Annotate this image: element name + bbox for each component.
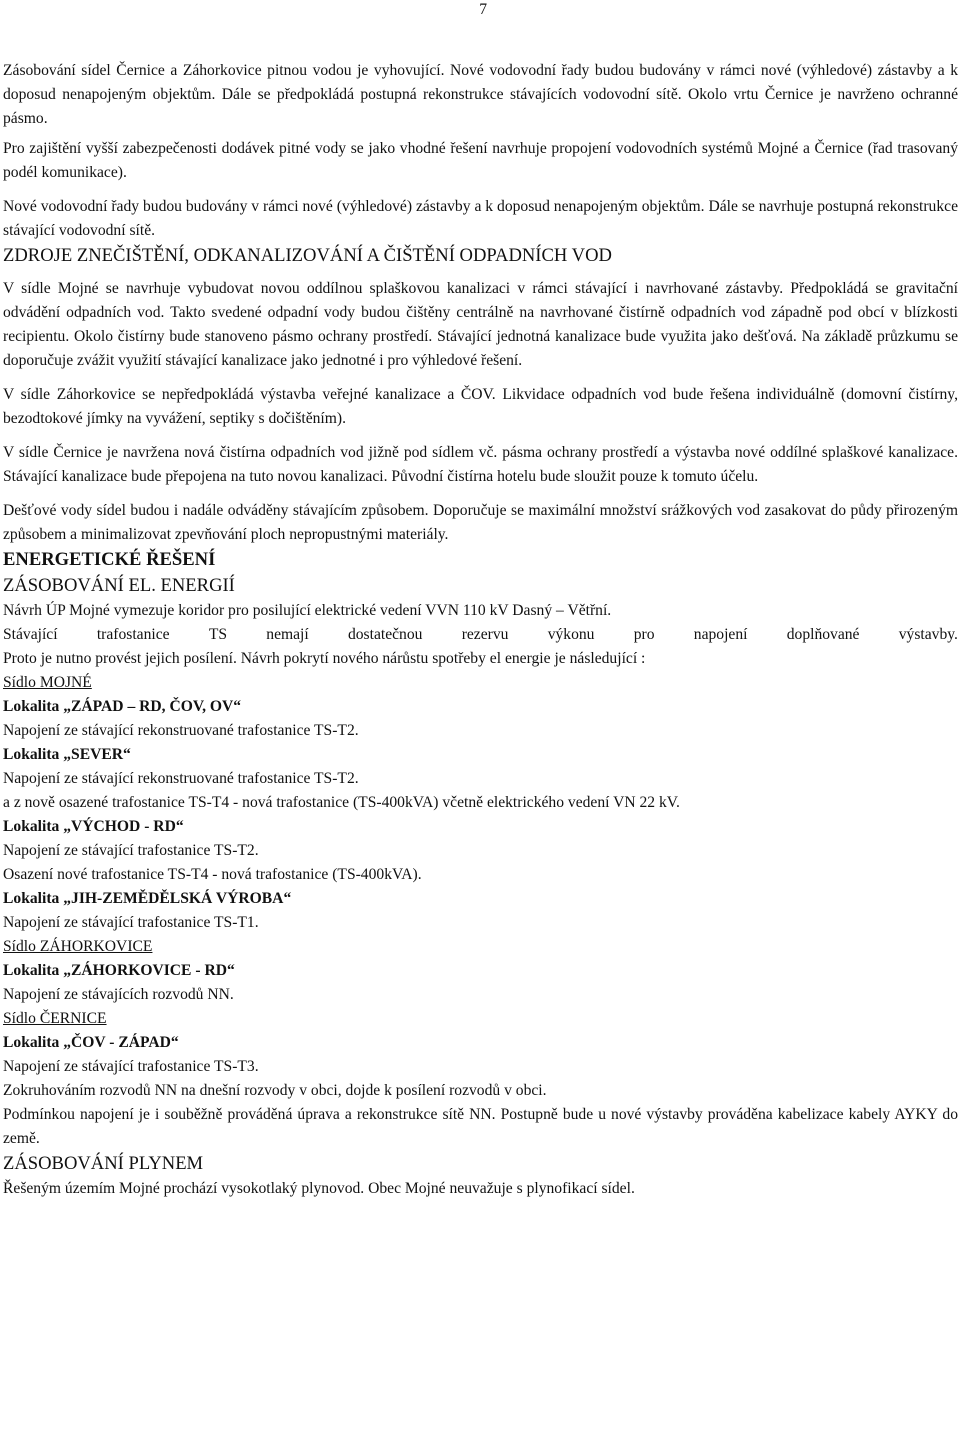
energy-heading: ENERGETICKÉ ŘEŠENÍ — [3, 549, 216, 570]
sewage-paragraph-2: V sídle Záhorkovice se nepředpokládá výstavba veřejné kanalizace a ČOV. Likvidace odpadních vod bude řešena individuálně (domovní čistírny, bezodtokové jímky na vyvážení, septiky s dočištěním). — [3, 386, 958, 427]
sewage-heading: ZDROJE ZNEČIŠTĚNÍ, ODKANALIZOVÁNÍ A ČIŠTĚNÍ ODPADNÍCH VOD — [3, 245, 612, 266]
closing-paragraph-1: Zokruhováním rozvodů NN na dnešní rozvody v obci, dojde k posílení rozvodů v obci. — [3, 1082, 547, 1099]
substations-word: výstavby. — [898, 626, 958, 643]
substations-rest: Proto je nutno provést jejich posílení. Návrh pokrytí nového nárůstu spotřeby el energie je následující : — [3, 650, 646, 667]
page-number: 7 — [479, 1, 487, 18]
water-paragraph-3: Nové vodovodní řady budou budovány v rámci nové (výhledové) zástavby a k doposud nenapojeným objektům. Dále se navrhuje postupná rekonstrukce stávající vodovodní sítě. — [3, 198, 958, 239]
mojne-locality-3: Lokalita „VÝCHOD - RD“ — [3, 818, 184, 835]
substations-word: doplňované — [786, 626, 860, 643]
sewage-paragraph-1: V sídle Mojné se navrhuje vybudovat novou oddílnou splaškovou kanalizaci v rámci stávající i navrhované zástavby. Předpokládá se gravitační odvádění odpadních vod. Takto svedené odpadní vody budou čištěny centrálně na navrhované čistírně odpadních vod západně pod obcí v blízkosti recipientu. Okolo čistírny bude stanoveno pásmo ochrany prostředí. Stávající jednotná kanalizace bude využita jako dešťová. Na základě průzkumu se doporučuje zvážit využití stávající kanalizace jako jednotné i pro výhledové řešení. — [3, 280, 958, 369]
zahorkovice-locality-1-text: Napojení ze stávajících rozvodů NN. — [3, 986, 234, 1003]
mojne-locality-1: Lokalita „ZÁPAD – RD, ČOV, OV“ — [3, 698, 242, 715]
mojne-locality-2: Lokalita „SEVER“ — [3, 746, 131, 763]
substations-line — [3, 623, 958, 647]
mojne-locality-4-text: Napojení ze stávající trafostanice TS-T1. — [3, 914, 259, 931]
cernice-locality-1: Lokalita „ČOV - ZÁPAD“ — [3, 1034, 179, 1051]
page-content — [3, 59, 958, 1201]
mojne-locality-3-text-2: Osazení nové trafostanice TS-T4 - nová trafostanice (TS-400kVA). — [3, 866, 422, 883]
gas-text: Řešeným územím Mojné prochází vysokotlaký plynovod. Obec Mojné neuvažuje s plynofikací sídel. — [3, 1180, 635, 1197]
substations-word: dostatečnou — [347, 626, 423, 643]
cernice-locality-1-text: Napojení ze stávající trafostanice TS-T3. — [3, 1058, 259, 1075]
substations-word: pro — [633, 626, 655, 643]
substations-word: TS — [208, 626, 228, 643]
mojne-locality-2-text-1: Napojení ze stávající rekonstruované trafostanice TS-T2. — [3, 770, 359, 787]
substations-word: trafostanice — [96, 626, 170, 643]
water-paragraph-1: Zásobování sídel Černice a Záhorkovice pitnou vodou je vyhovující. Nové vodovodní řady budou budovány v rámci nové (výhledové) zástavby a k doposud nenapojeným objektům. Dále se předpokládá postupná rekonstrukce stávajících vodovodní sítě. Okolo vrtu Černice je navrženo ochranné pásmo. — [3, 62, 958, 127]
substations-word: nemají — [266, 626, 309, 643]
water-paragraph-2: Pro zajištění vyšší zabezpečenosti dodávek pitné vody se jako vhodné řešení navrhuje propojení vodovodních systémů Mojné a Černice (řad trasovaný podél komunikace). — [3, 140, 958, 181]
zahorkovice-title: Sídlo ZÁHORKOVICE — [3, 938, 153, 955]
mojne-locality-2-text-2: a z nově osazené trafostanice TS-T4 - nová trafostanice (TS-400kVA) včetně elektrického vedení VN 22 kV. — [3, 794, 680, 811]
closing-paragraph-2: Podmínkou napojení je i souběžně prováděná úprava a rekonstrukce sítě NN. Postupně bude u nové výstavby prováděna kabelizace kabely AYKY do země. — [3, 1106, 958, 1147]
mojne-locality-3-text-1: Napojení ze stávající trafostanice TS-T2. — [3, 842, 259, 859]
sewage-paragraph-4: Dešťové vody sídel budou i nadále odváděny stávajícím způsobem. Doporučuje se maximální množství srážkových vod zasakovat do půdy přirozeným způsobem a minimalizovat zpevňování ploch nepropustnými materiály. — [3, 502, 958, 543]
substations-word: napojení — [693, 626, 748, 643]
sewage-paragraph-3: V sídle Černice je navržena nová čistírna odpadních vod jižně pod sídlem vč. pásma ochrany prostředí a výstavba nové oddílné splaškové kanalizace. Stávající kanalizace bude přepojena na tuto novou kanalizaci. Původní čistírna hotelu bude sloužit pouze k tomuto účelu. — [3, 444, 958, 485]
cernice-title: Sídlo ČERNICE — [3, 1010, 107, 1027]
substations-word: rezervu — [461, 626, 509, 643]
corridor-text: Návrh ÚP Mojné vymezuje koridor pro posilující elektrické vedení VVN 110 kV Dasný – Větřní. — [3, 602, 612, 619]
substations-word: výkonu — [547, 626, 595, 643]
mojne-title: Sídlo MOJNÉ — [3, 674, 92, 691]
gas-heading: ZÁSOBOVÁNÍ PLYNEM — [3, 1153, 204, 1174]
electric-heading: ZÁSOBOVÁNÍ EL. ENERGIÍ — [3, 575, 235, 596]
mojne-locality-4: Lokalita „JIH-ZEMĚDĚLSKÁ VÝROBA“ — [3, 890, 292, 907]
zahorkovice-locality-1: Lokalita „ZÁHORKOVICE - RD“ — [3, 962, 235, 979]
mojne-locality-1-text: Napojení ze stávající rekonstruované trafostanice TS-T2. — [3, 722, 359, 739]
substations-word: Stávající — [3, 626, 58, 643]
